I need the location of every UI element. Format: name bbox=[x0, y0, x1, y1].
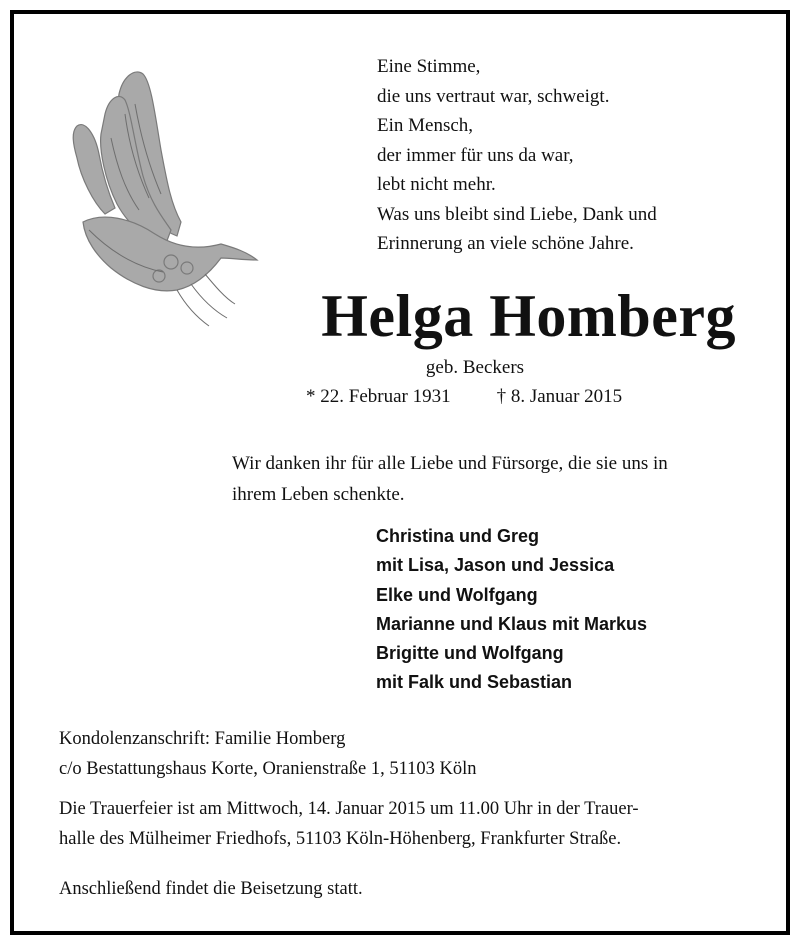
poem-line: Ein Mensch, bbox=[377, 115, 474, 136]
burial-info: Anschließend findet die Beisetzung statt. bbox=[59, 879, 363, 899]
ceremony-line: Die Trauerfeier ist am Mittwoch, 14. Januar 2015 um 11.00 Uhr in der Trauer- bbox=[59, 799, 639, 819]
ceremony-line: halle des Mülheimer Friedhofs, 51103 Köln-Höhenberg, Frankfurter Straße. bbox=[59, 829, 622, 849]
poem-line: Was uns bleibt sind Liebe, Dank und bbox=[377, 203, 657, 225]
thanks-text bbox=[232, 448, 772, 510]
obituary-notice bbox=[10, 10, 790, 935]
mourner-line: Marianne und Klaus mit Markus bbox=[376, 613, 648, 634]
mourners-list bbox=[376, 522, 647, 698]
life-dates bbox=[306, 383, 622, 411]
address-line: Kondolenzanschrift: Familie Homberg bbox=[59, 729, 346, 749]
mourner-line: mit Falk und Sebastian bbox=[376, 672, 573, 693]
thanks-line: Wir danken ihr für alle Liebe und Fürsorge, die sie uns in bbox=[232, 453, 668, 474]
poem-line: Eine Stimme, bbox=[377, 56, 481, 77]
mourner-line: mit Lisa, Jason und Jessica bbox=[376, 555, 615, 576]
thanks-line: ihrem Leben schenkte. bbox=[232, 484, 405, 505]
mourner-line: Christina und Greg bbox=[376, 526, 540, 546]
poem-line: die uns vertraut war, schweigt. bbox=[377, 85, 610, 107]
poem-line: lebt nicht mehr. bbox=[377, 174, 496, 195]
condolence-address bbox=[59, 724, 759, 784]
ceremony-info bbox=[59, 794, 759, 854]
address-line: c/o Bestattungshaus Korte, Oranienstraße 1, 51103 Köln bbox=[59, 759, 477, 779]
birth-name: geb. Beckers bbox=[425, 357, 525, 378]
birth-date: * 22. Februar 1931 bbox=[306, 386, 451, 407]
poem-line: Erinnerung an viele schöne Jahre. bbox=[377, 233, 634, 254]
memorial-poem bbox=[377, 52, 657, 259]
poem-line: der immer für uns da war, bbox=[377, 144, 574, 166]
death-date: † 8. Januar 2015 bbox=[496, 386, 623, 407]
mourner-line: Elke und Wolfgang bbox=[376, 584, 538, 605]
deceased-name: Helga Homberg bbox=[321, 283, 736, 349]
mourner-line: Brigitte und Wolfgang bbox=[376, 643, 564, 664]
